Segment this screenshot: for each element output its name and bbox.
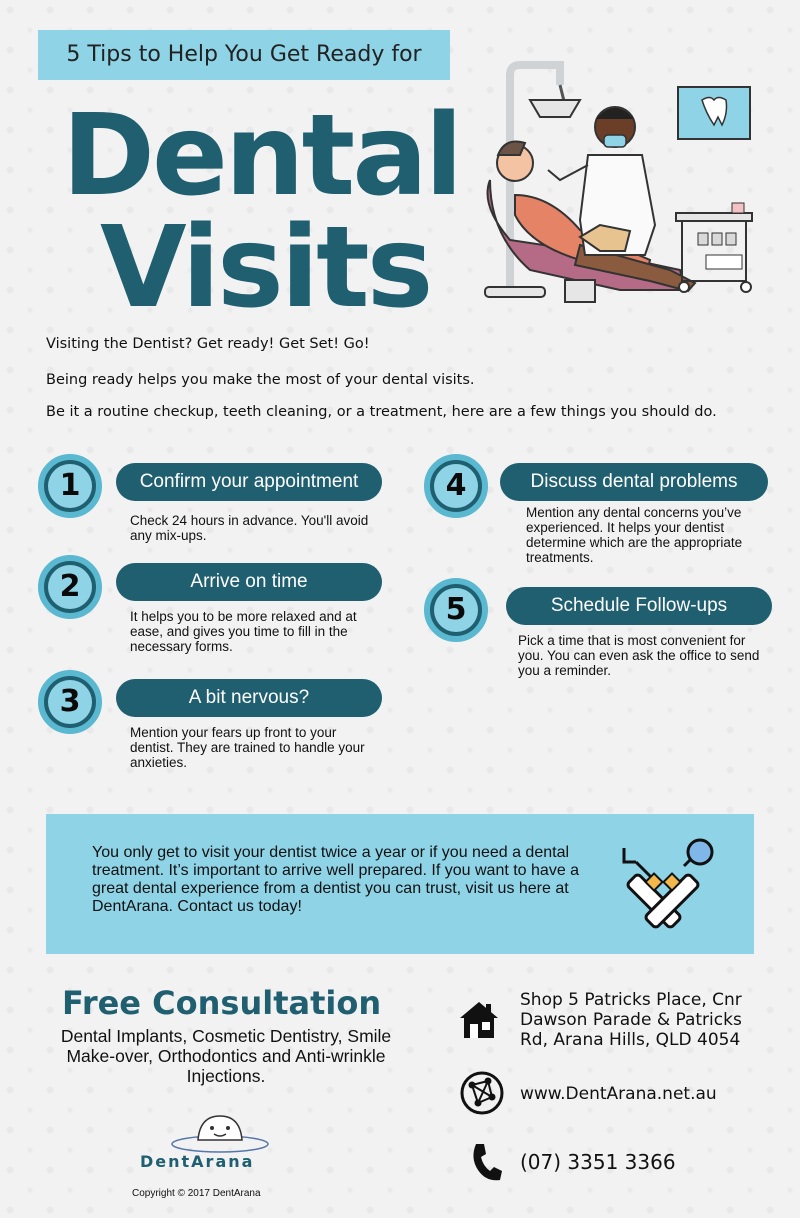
free-consultation-title: Free Consultation	[62, 984, 382, 1022]
intro-line-3: Be it a routine checkup, teeth cleaning, or a treatment, here are a few things you should do.	[46, 404, 717, 420]
services-list: Dental Implants, Cosmetic Dentistry, Smile Make-over, Orthodontics and Anti-wrinkle Injections.	[60, 1026, 392, 1086]
tip-5-desc: Pick a time that is most convenient for you. You can even ask the office to send you a reminder.	[518, 633, 760, 678]
copyright: Copyright © 2017 DentArana	[132, 1188, 261, 1199]
globe-network-icon	[460, 1071, 504, 1115]
tip-1-desc: Check 24 hours in advance. You'll avoid any mix-ups.	[130, 513, 369, 543]
intro-line-2: Being ready helps you make the most of your dental visits.	[46, 372, 475, 388]
tip-2-title: Arrive on time	[116, 563, 382, 601]
tip-1-title: Confirm your appointment	[116, 463, 382, 501]
house-icon	[458, 998, 500, 1040]
tip-4-title: Discuss dental problems	[500, 463, 768, 501]
tip-3-desc: Mention your fears up front to your dentist. They are trained to handle your anxieties.	[130, 725, 365, 770]
tip-3-number: 3	[38, 670, 102, 734]
tip-1-number: 1	[38, 454, 102, 518]
tagline: 5 Tips to Help You Get Ready for	[38, 30, 450, 80]
tip-3-title: A bit nervous?	[116, 679, 382, 717]
tip-5-title: Schedule Follow-ups	[506, 587, 772, 625]
title-dental: Dental	[62, 91, 461, 221]
tip-4-number: 4	[424, 454, 488, 518]
title-visits: Visits	[100, 203, 431, 333]
phone-number[interactable]: (07) 3351 3366	[520, 1150, 676, 1174]
address-text: Shop 5 Patricks Place, Cnr Dawson Parade & Patricks Rd, Arana Hills, QLD 4054	[520, 990, 742, 1050]
tip-2-number: 2	[38, 555, 102, 619]
website-link[interactable]: www.DentArana.net.au	[520, 1084, 717, 1104]
brand-logo-text: DentArana	[140, 1152, 255, 1171]
intro-line-1: Visiting the Dentist? Get ready! Get Set! Go!	[46, 336, 370, 352]
tip-4-desc: Mention any dental concerns you’ve experienced. It helps your dentist determine which are the appropriate treatments.	[526, 505, 743, 565]
cta-banner-text: You only get to visit your dentist twice a year or if you need a dental treatment. It’s important to arrive well prepared. If you want to have a great dental experience from a dentist you can trust, visit us here at DentArana. Contact us today!	[92, 844, 580, 915]
tip-5-number: 5	[424, 578, 488, 642]
tip-2-desc: It helps you to be more relaxed and at ease, and gives you time to fill in the necessary forms.	[130, 609, 357, 654]
dentist-illustration	[470, 55, 770, 310]
phone-icon	[470, 1142, 502, 1182]
mascot-logo	[168, 1110, 272, 1154]
dental-tools-icon	[612, 834, 722, 934]
